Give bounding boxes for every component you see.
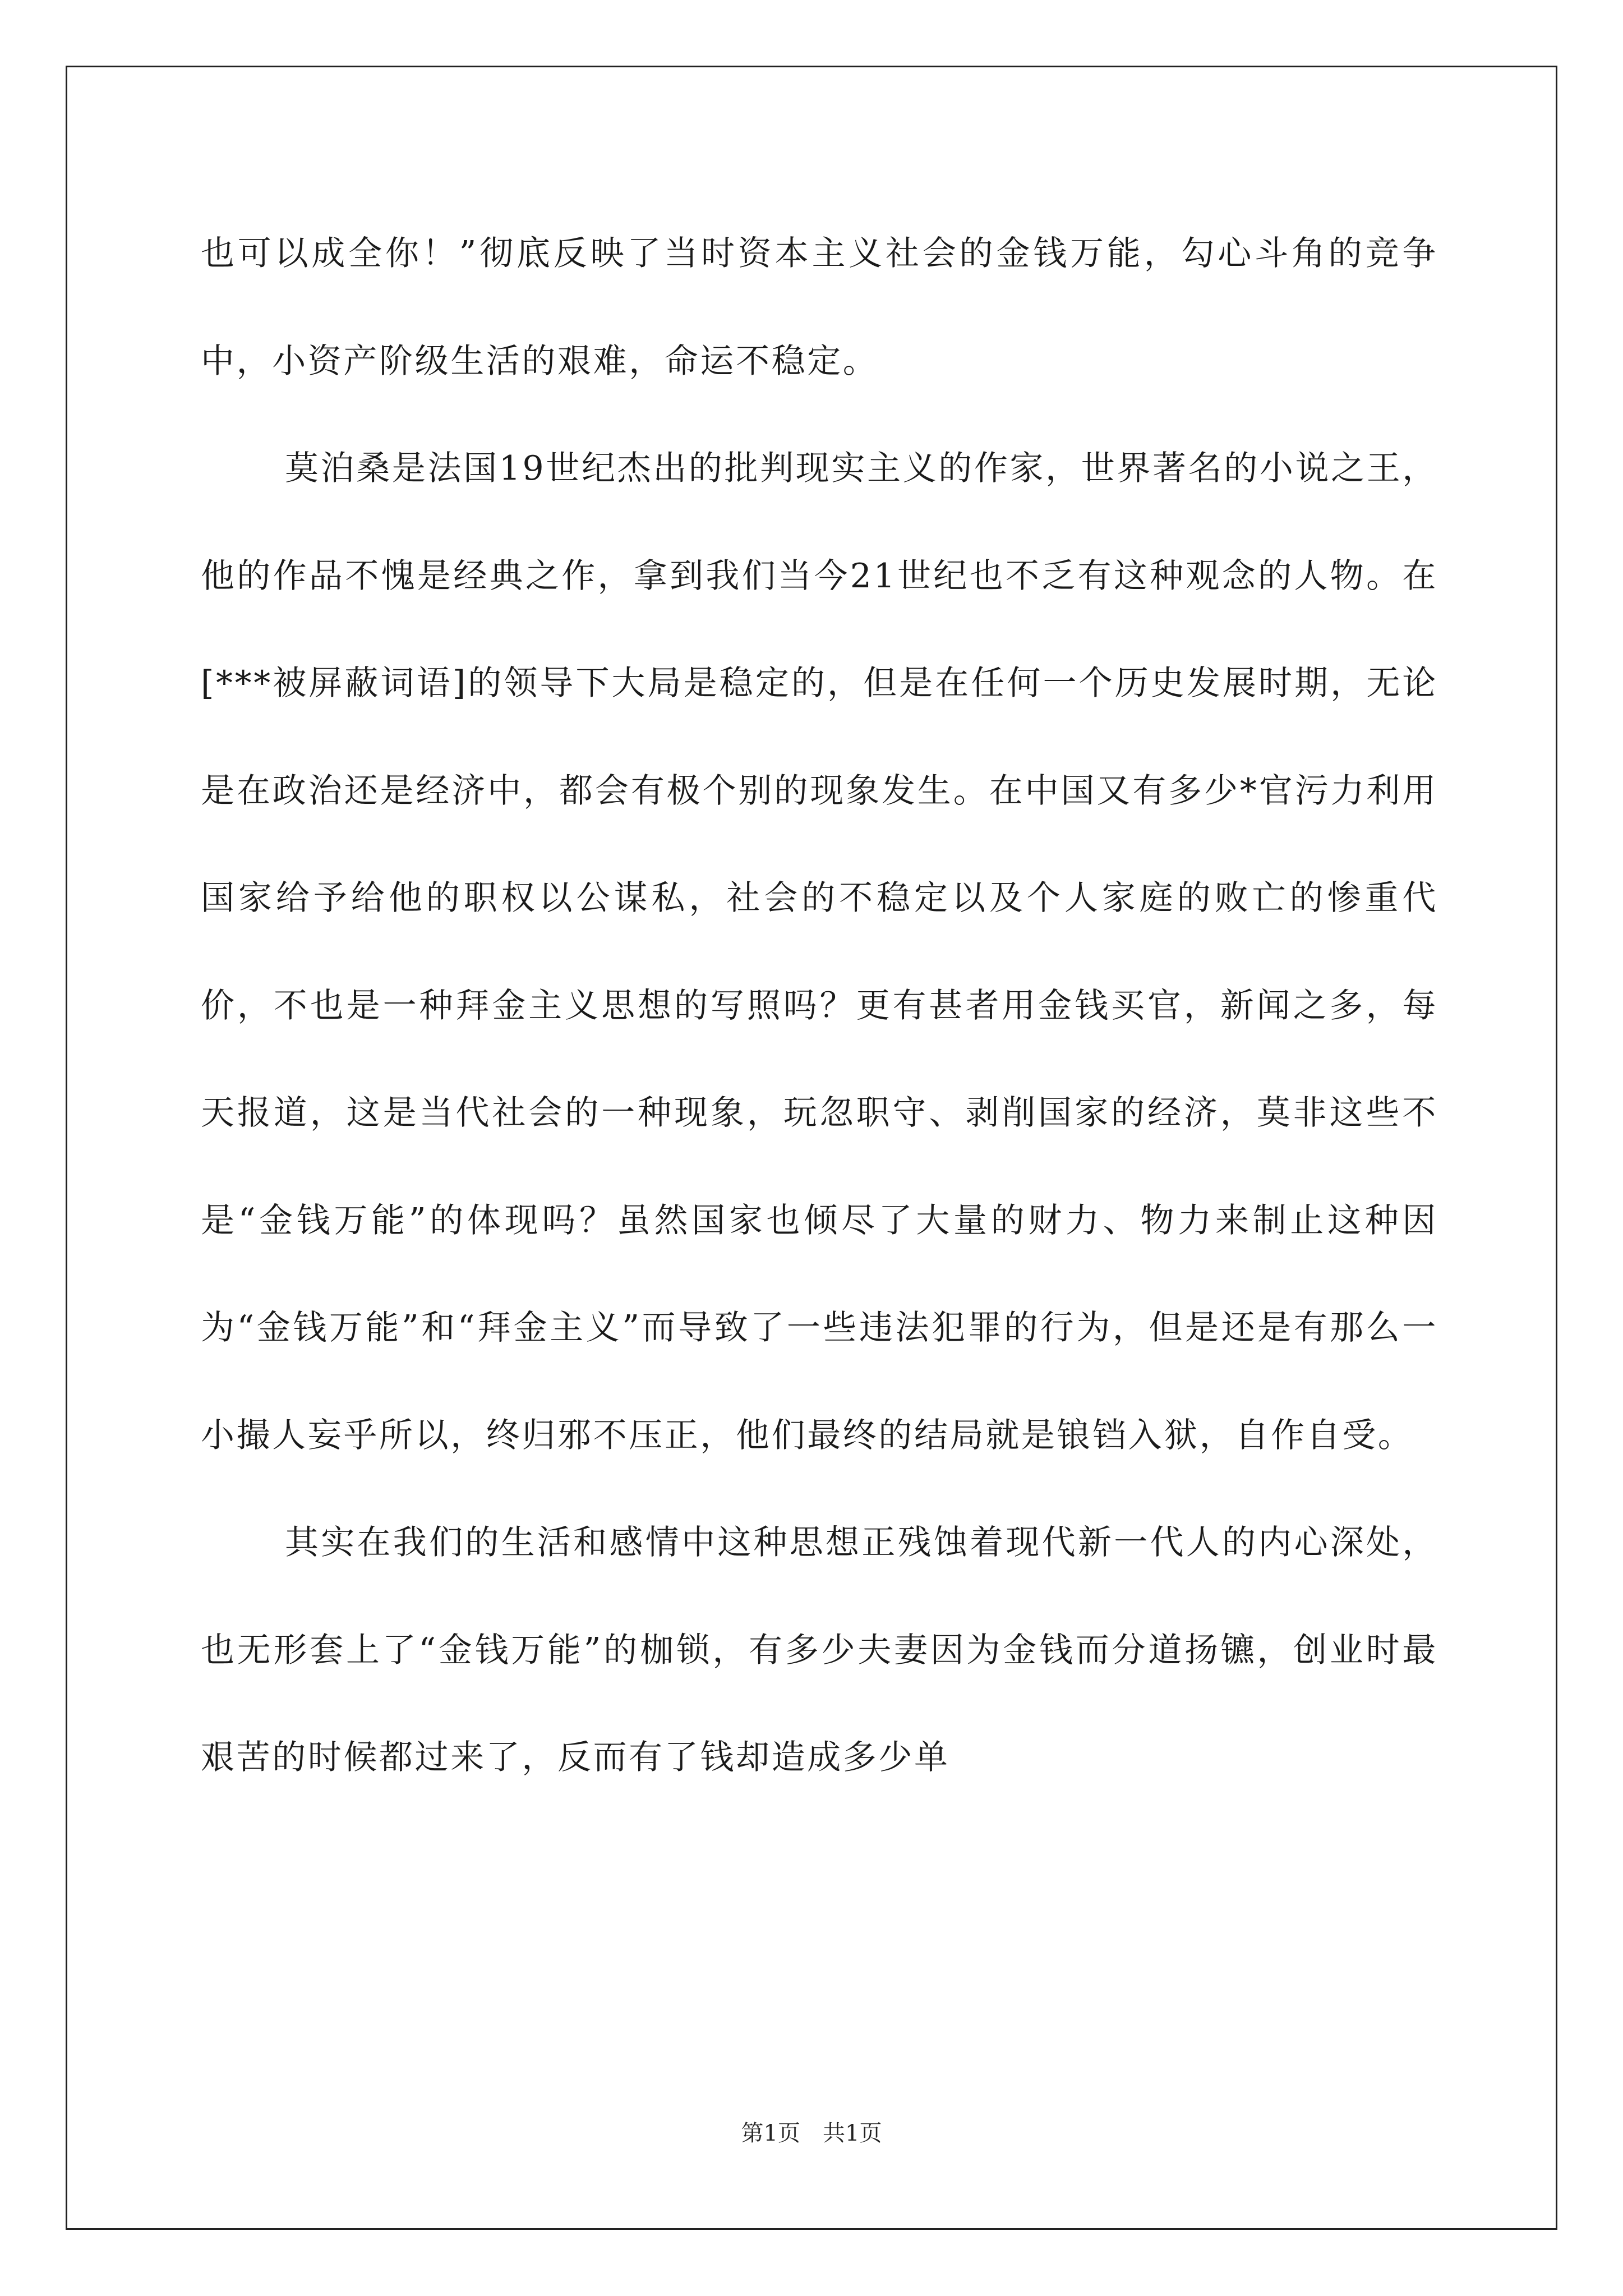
page-total: 共1页 (823, 2120, 882, 2146)
page-number: 第1页 (741, 2120, 800, 2146)
paragraph-3: 其实在我们的生活和感情中这种思想正残蚀着现代新一代人的内心深处，也无形套上了“金钱万能”的枷锁，有多少夫妻因为金钱而分道扬镳，创业时最艰苦的时候都过来了，反而有了钱却造成多少单 (201, 1523, 1438, 1777)
paragraph-2: 莫泊桑是法国19世纪杰出的批判现实主义的作家，世界著名的小说之王，他的作品不愧是经典之作，拿到我们当今21世纪也不乏有这种观念的人物。在[***被屏蔽词语]的领导下大局是稳定的，但是在任何一个历史发展时期，无论是在政治还是经济中，都会有极个别的现象发生。在中国又有多少*官污力利用国家给予给他的职权以公谋私，社会的不稳定以及个人家庭的败亡的惨重代价，不也是一种拜金主义思想的写照吗？更有甚者用金钱买官，新闻之多，每天报道，这是当代社会的一种现象，玩忽职守、剥削国家的经济，莫非这些不是“金钱万能”的体现吗？虽然国家也倾尽了大量的财力、物力来制止这种因为“金钱万能”和“拜金主义”而导致了一些违法犯罪的行为，但是还是有那么一小撮人妄乎所以，终归邪不压正，他们最终的结局就是锒铛入狱，自作自受。 (201, 449, 1438, 1455)
page-footer (0, 2119, 1623, 2147)
document-body (201, 200, 1438, 1812)
paragraph-1: 也可以成全你！”彻底反映了当时资本主义社会的金钱万能，勾心斗角的竞争中，小资产阶级生活的艰难，命运不稳定。 (201, 234, 1438, 381)
